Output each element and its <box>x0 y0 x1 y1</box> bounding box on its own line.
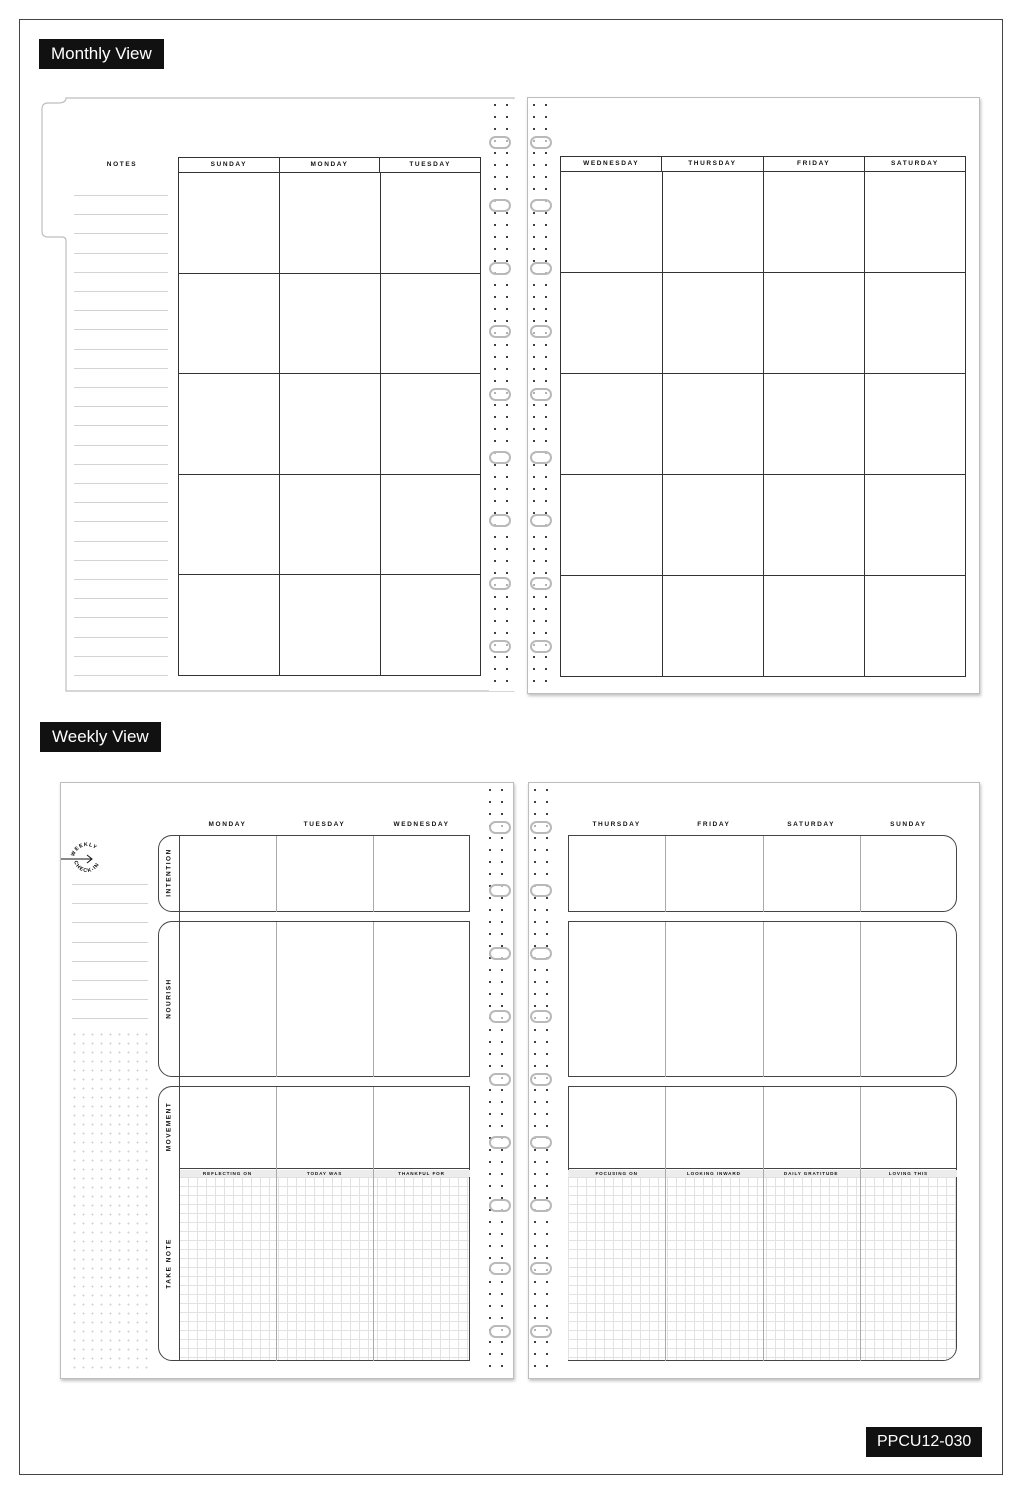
notes-line <box>74 310 168 311</box>
notes-line <box>74 214 168 215</box>
weekly-row-label-movement: MOVEMENT <box>165 1101 172 1152</box>
binder-ring-left <box>489 1010 511 1023</box>
calendar-row-line <box>561 272 965 273</box>
notes-line <box>74 483 168 484</box>
day-column-line <box>665 836 666 912</box>
binder-ring-right <box>530 884 552 897</box>
notes-line <box>74 349 168 350</box>
notes-line <box>74 272 168 273</box>
notes-line <box>74 637 168 638</box>
weekly-right-header-thursday: THURSDAY <box>592 821 641 828</box>
binder-ring-right <box>530 640 552 653</box>
day-column-line <box>763 836 764 912</box>
monthly-right-header-wednesday: WEDNESDAY <box>561 157 662 171</box>
day-column-line <box>665 1087 666 1361</box>
notes-line <box>74 464 168 465</box>
svg-text:CHECK-IN: CHECK-IN <box>72 860 102 875</box>
day-column-line <box>373 922 374 1077</box>
notes-line <box>74 656 168 657</box>
notes-line <box>74 406 168 407</box>
notes-line <box>74 617 168 618</box>
notes-line <box>74 291 168 292</box>
svg-text:WEEKLY: WEEKLY <box>70 841 99 858</box>
day-column-line <box>763 1087 764 1361</box>
day-column-line <box>665 922 666 1077</box>
weekly-note-line <box>72 999 148 1000</box>
day-column-line <box>276 836 277 912</box>
weekly-note-line <box>72 884 148 885</box>
product-code: PPCU12-030 <box>866 1427 982 1457</box>
notes-line <box>74 541 168 542</box>
binder-ring-right <box>530 1010 552 1023</box>
notes-line <box>74 675 168 676</box>
binder-ring-left <box>489 199 511 212</box>
calendar-column-line <box>380 172 381 675</box>
weekly-note-line <box>72 922 148 923</box>
monthly-view-label: Monthly View <box>39 39 164 69</box>
binder-ring-left <box>489 136 511 149</box>
day-column-line <box>763 922 764 1077</box>
weekly-right-prompt-3: LOVING THIS <box>860 1170 957 1177</box>
weekly-note-line <box>72 903 148 904</box>
calendar-row-line <box>561 575 965 576</box>
calendar-column-line <box>763 171 764 676</box>
binder-ring-left <box>489 640 511 653</box>
calendar-row-line <box>179 273 480 274</box>
notes-line <box>74 502 168 503</box>
binder-ring-right <box>530 262 552 275</box>
monthly-left-calendar <box>178 157 481 676</box>
day-column-line <box>860 836 861 912</box>
weekly-check-in-badge <box>58 838 108 880</box>
binder-ring-left <box>489 1262 511 1275</box>
weekly-left-box-1 <box>158 921 470 1077</box>
binder-ring-right <box>530 1136 552 1149</box>
calendar-column-line <box>279 172 280 675</box>
binder-ring-right <box>530 388 552 401</box>
notes-line <box>74 233 168 234</box>
monthly-right-header-thursday: THURSDAY <box>662 157 763 171</box>
binder-ring-left <box>489 262 511 275</box>
calendar-row-line <box>179 474 480 475</box>
weekly-row-label-nourish: NOURISH <box>165 978 172 1019</box>
take-note-divider <box>179 1168 470 1169</box>
weekly-note-line <box>72 942 148 943</box>
weekly-right-header-sunday: SUNDAY <box>890 821 927 828</box>
notes-header: NOTES <box>106 161 138 168</box>
label-column-line <box>179 835 180 1361</box>
binder-ring-right <box>530 1325 552 1338</box>
notes-line <box>74 253 168 254</box>
weekly-right-header-friday: FRIDAY <box>697 821 731 828</box>
weekly-dot-grid <box>70 1030 152 1370</box>
weekly-right-prompt-1: LOOKING INWARD <box>665 1170 762 1177</box>
binder-ring-right <box>530 947 552 960</box>
binder-ring-left <box>489 388 511 401</box>
weekly-left-header-monday: MONDAY <box>208 821 247 828</box>
notes-line <box>74 560 168 561</box>
weekly-note-line <box>72 1018 148 1019</box>
calendar-row-line <box>179 373 480 374</box>
calendar-row-line <box>561 373 965 374</box>
monthly-right-header-saturday: SATURDAY <box>890 160 939 167</box>
weekly-left-prompt-1: TODAY WAS <box>276 1170 373 1177</box>
day-column-line <box>276 1087 277 1361</box>
weekly-left-prompt-0: REFLECTING ON <box>179 1170 276 1177</box>
binder-ring-right <box>530 325 552 338</box>
day-column-line <box>276 922 277 1077</box>
weekly-left-header-wednesday: WEDNESDAY <box>393 821 450 828</box>
notes-line <box>74 598 168 599</box>
binder-ring-right <box>530 514 552 527</box>
monthly-left-header-tuesday: TUESDAY <box>409 161 452 168</box>
monthly-right-header-friday: FRIDAY <box>764 157 865 171</box>
weekly-right-prompt-0: FOCUSING ON <box>568 1170 665 1177</box>
binder-ring-left <box>489 1199 511 1212</box>
binder-ring-right <box>530 136 552 149</box>
binder-ring-left <box>489 325 511 338</box>
binder-ring-left <box>489 577 511 590</box>
binder-ring-left <box>489 451 511 464</box>
binder-ring-left <box>489 884 511 897</box>
calendar-row-line <box>179 574 480 575</box>
binder-ring-right <box>530 1262 552 1275</box>
calendar-row-line <box>561 474 965 475</box>
weekly-row-label-intention: INTENTION <box>165 848 172 897</box>
weekly-left-header-tuesday: TUESDAY <box>303 821 346 828</box>
weekly-note-line <box>72 980 148 981</box>
weekly-right-prompt-2: DAILY GRATITUDE <box>763 1170 860 1177</box>
calendar-column-line <box>864 171 865 676</box>
binder-ring-left <box>489 1136 511 1149</box>
weekly-left-box-0 <box>158 835 470 912</box>
notes-line <box>74 368 168 369</box>
calendar-column-line <box>662 171 663 676</box>
binder-ring-right <box>530 1073 552 1086</box>
binder-ring-left <box>489 514 511 527</box>
weekly-right-header-saturday: SATURDAY <box>787 821 836 828</box>
weekly-left-take-note-grid <box>179 1177 469 1360</box>
binder-ring-right <box>530 821 552 834</box>
weekly-left-prompt-2: THANKFUL FOR <box>373 1170 470 1177</box>
weekly-view-label: Weekly View <box>40 722 161 752</box>
binder-ring-left <box>489 821 511 834</box>
weekly-note-line <box>72 961 148 962</box>
notes-line <box>74 425 168 426</box>
day-column-line <box>373 836 374 912</box>
binder-ring-right <box>530 199 552 212</box>
notes-line <box>74 387 168 388</box>
binder-ring-left <box>489 1073 511 1086</box>
binder-ring-right <box>530 577 552 590</box>
notes-line <box>74 329 168 330</box>
monthly-right-calendar <box>560 156 966 677</box>
day-column-line <box>373 1087 374 1361</box>
binder-ring-left <box>489 1325 511 1338</box>
weekly-row-label-take-note: TAKE NOTE <box>165 1238 172 1289</box>
notes-line <box>74 579 168 580</box>
notes-line <box>74 521 168 522</box>
monthly-left-header-monday: MONDAY <box>280 158 381 172</box>
binder-ring-right <box>530 451 552 464</box>
binder-ring-right <box>530 1199 552 1212</box>
binder-ring-left <box>489 947 511 960</box>
day-column-line <box>860 922 861 1077</box>
monthly-left-header-sunday: SUNDAY <box>179 158 280 172</box>
notes-line <box>74 445 168 446</box>
day-column-line <box>860 1087 861 1361</box>
notes-line <box>74 195 168 196</box>
